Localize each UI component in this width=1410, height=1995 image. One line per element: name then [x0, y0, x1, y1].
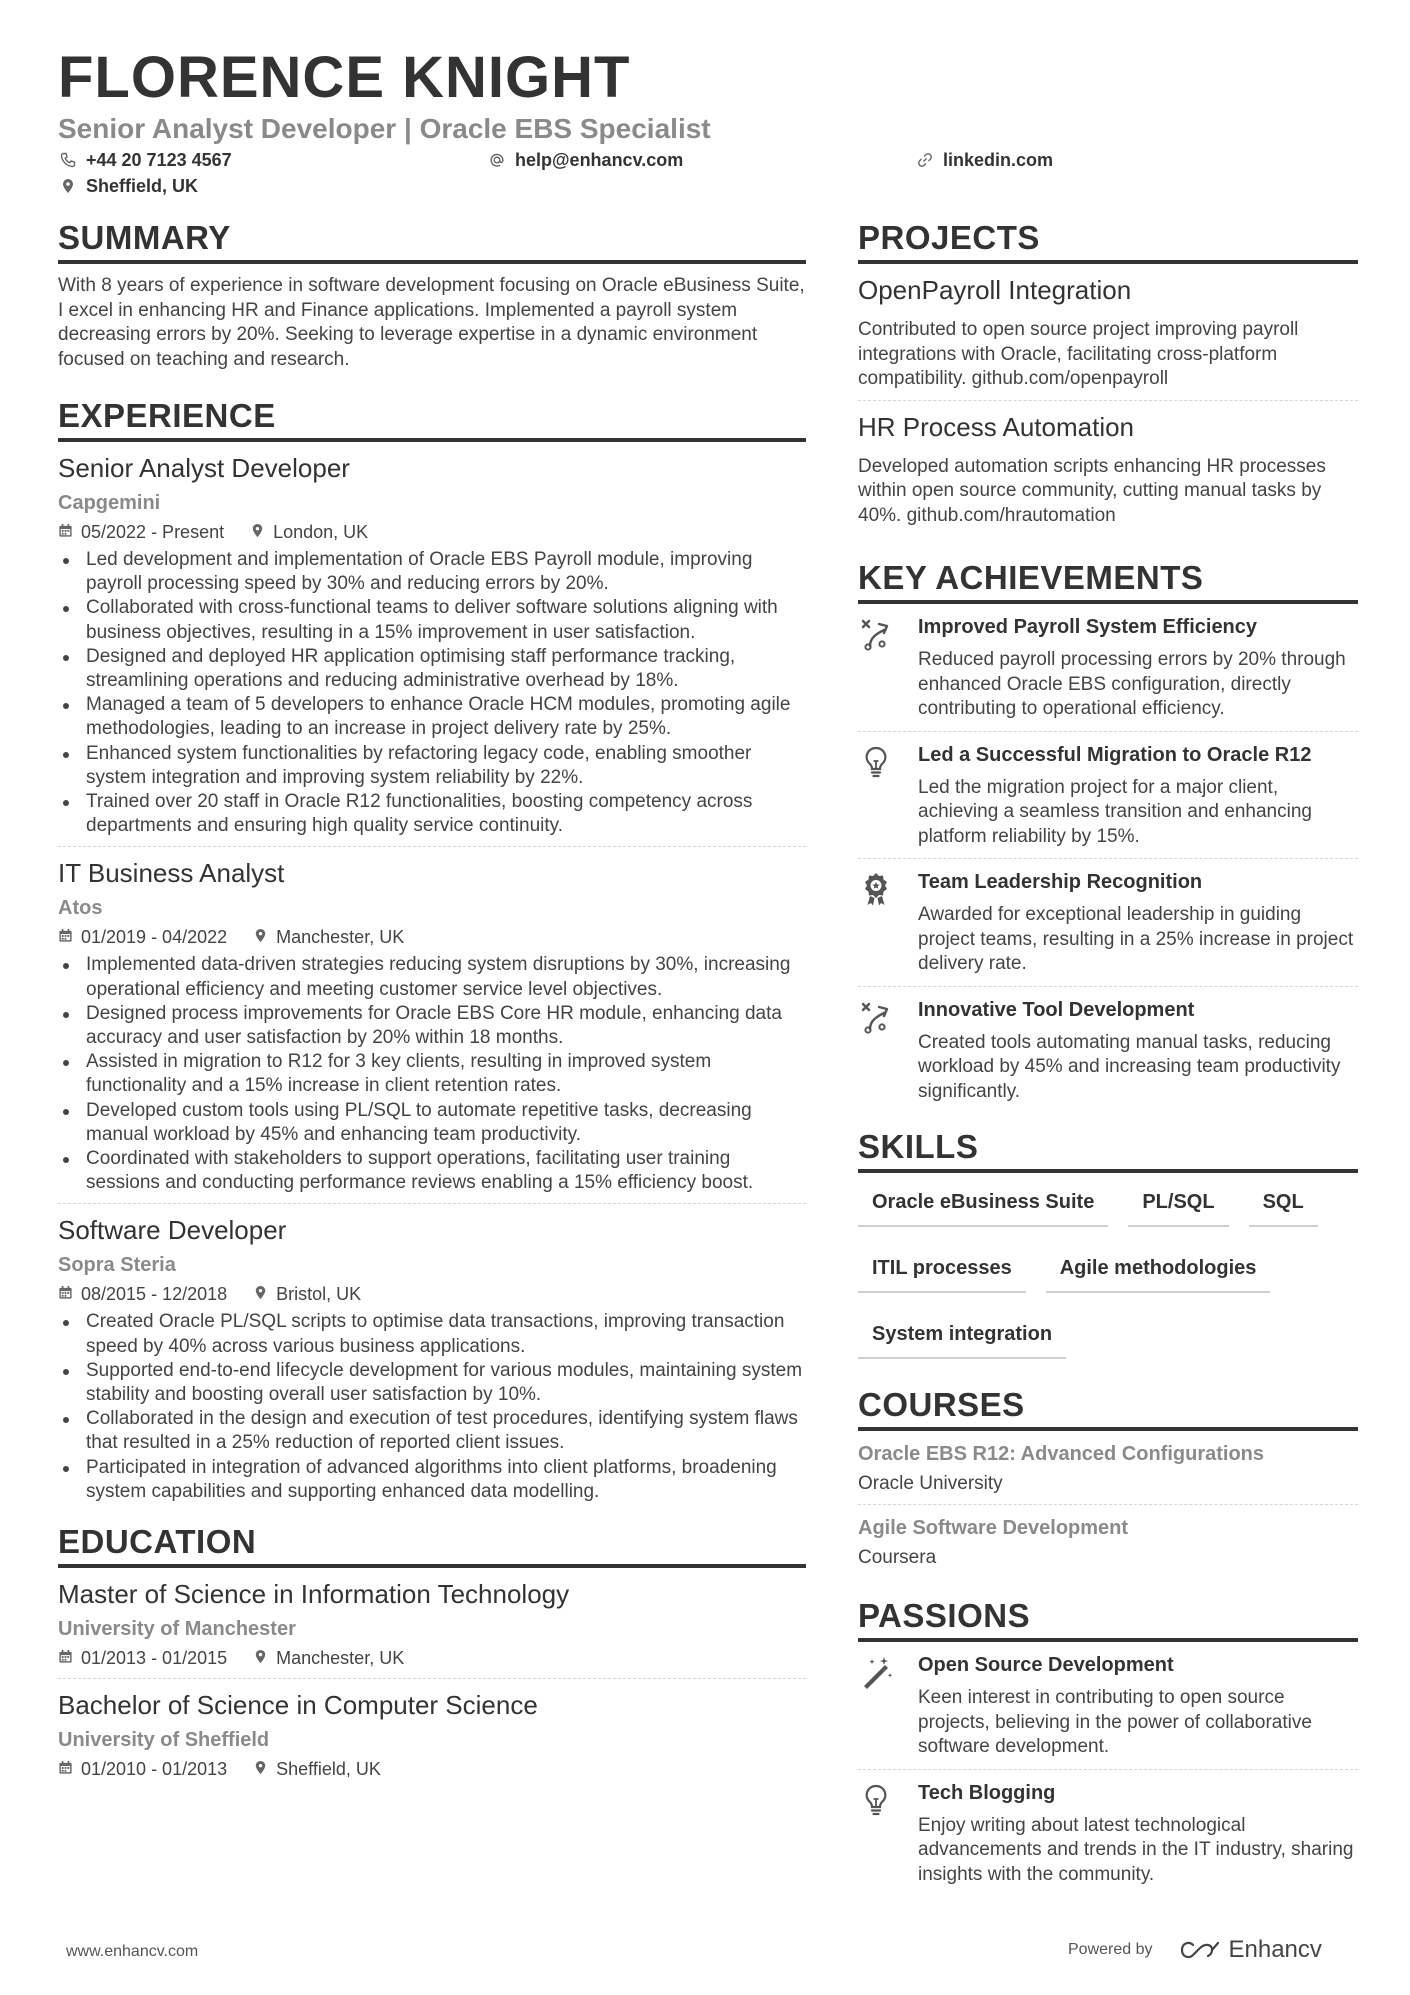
- date-range: [58, 1646, 227, 1670]
- achievement-description: Led the migration project for a major client, achieving a seamless transition and enhancing platform reliability by 15%.: [918, 776, 1312, 847]
- calendar-icon: [58, 520, 73, 544]
- calendar-icon: [58, 1285, 73, 1300]
- left-column: [58, 218, 806, 1799]
- lightbulb-icon: [858, 744, 894, 780]
- phone-icon: [60, 152, 76, 168]
- calendar-icon: [58, 1649, 73, 1664]
- calendar-icon: [58, 928, 73, 943]
- job-meta: [58, 925, 806, 949]
- course-title: Agile Software Development: [858, 1517, 1129, 1539]
- courses-title: COURSES: [858, 1385, 1358, 1431]
- achievements-section: [858, 558, 1358, 1113]
- phone-text: +44 20 7123 4567: [86, 150, 232, 170]
- passion-body: [918, 1652, 1358, 1760]
- date-range: [58, 520, 224, 544]
- linkedin-text: linkedin.com: [943, 150, 1054, 170]
- achievement-body: [918, 614, 1358, 722]
- job-meta: [58, 1282, 806, 1306]
- job-location: [253, 1757, 381, 1781]
- contact-location: [60, 175, 198, 197]
- strategy-icon: [858, 997, 918, 1105]
- location-text: Manchester, UK: [276, 1648, 405, 1669]
- project-entry: [858, 274, 1358, 401]
- job-bullets: [58, 548, 806, 838]
- school-name: University of Manchester: [58, 1618, 296, 1641]
- summary-text: With 8 years of experience in software development focusing on Oracle eBusiness Suite, I excel in enhancing HR and Finance applications. Implemented a payroll system decreasing errors by 20%. Seeking to leverage expertise in a dynamic environment focused on teaching and research.: [58, 275, 805, 370]
- bullet-item: Designed and deployed HR application optimising staff performance tracking, streamlining operations and reducing administrative overhead by 18%.: [58, 645, 806, 693]
- job-entry: [58, 452, 806, 847]
- achievement-body: [918, 742, 1358, 850]
- bullet-item: Collaborated in the design and execution of test procedures, identifying system flaws that resulted in a 25% reduction of reported client issues.: [58, 1407, 806, 1455]
- education-meta: [58, 1646, 806, 1670]
- brand-name: Enhancv: [1228, 1936, 1322, 1963]
- skill-tag: PL/SQL: [1128, 1183, 1228, 1227]
- company-name: Capgemini: [58, 492, 161, 514]
- experience-section: [58, 396, 806, 1512]
- education-section: [58, 1522, 806, 1789]
- achievement-entry: [858, 869, 1358, 987]
- achievement-entry: [858, 997, 1358, 1114]
- bullet-item: Developed custom tools using PL/SQL to automate repetitive tasks, decreasing manual workload by 45% and enhancing team productivity.: [58, 1099, 806, 1147]
- skill-list: [858, 1183, 1358, 1381]
- bullet-item: Designed process improvements for Oracle EBS Core HR module, enhancing data accuracy and user satisfaction by 20% within 18 months.: [58, 1002, 806, 1050]
- strategy-icon: [858, 999, 894, 1035]
- lightbulb-icon: [858, 742, 918, 850]
- job-title: IT Business Analyst: [58, 858, 285, 889]
- location-text: Sheffield, UK: [276, 1759, 381, 1780]
- achievement-title: Team Leadership Recognition: [918, 871, 1203, 893]
- achievement-title: Innovative Tool Development: [918, 998, 1195, 1021]
- location-pin-icon: [253, 1649, 268, 1664]
- bullet-item: Coordinated with stakeholders to support operations, facilitating user training sessions and conducting performance reviews enabling a 15% efficiency boost.: [58, 1147, 806, 1195]
- education-entry: [58, 1578, 806, 1679]
- candidate-headline: Senior Analyst Developer | Oracle EBS Specialist: [58, 113, 711, 144]
- date-text: 08/2015 - 12/2018: [81, 1284, 228, 1305]
- footer-branding: [1068, 1936, 1322, 1964]
- location-pin-icon: [250, 520, 265, 544]
- job-meta: [58, 520, 806, 544]
- degree-title: Master of Science in Information Technology: [58, 1579, 570, 1610]
- company-name: Atos: [58, 897, 103, 920]
- location-pin-icon: [253, 1646, 268, 1670]
- passion-entry: [858, 1652, 1358, 1770]
- job-bullets: [58, 1310, 806, 1504]
- passion-description: Keen interest in contributing to open source projects, believing in the power of collaborative software development.: [918, 1687, 1312, 1757]
- location-pin-icon: [253, 1757, 268, 1781]
- courses-section: [858, 1385, 1358, 1578]
- skill-tag: Agile methodologies: [1046, 1249, 1271, 1293]
- achievement-title: Led a Successful Migration to Oracle R12: [918, 743, 1312, 766]
- email-text: help@enhancv.com: [515, 150, 684, 170]
- contact-linkedin[interactable]: [917, 149, 1053, 171]
- bullet-item: Implemented data-driven strategies reducing system disruptions by 30%, increasing operational efficiency and meeting customer service level objectives.: [58, 953, 806, 1001]
- project-list: [858, 274, 1358, 536]
- bullet-item: Trained over 20 staff in Oracle R12 functionalities, boosting competency across departments and ensuring high quality service continuity.: [58, 790, 806, 838]
- education-list: [58, 1578, 806, 1789]
- job-bullets: [58, 953, 806, 1195]
- date-range: [58, 1757, 227, 1781]
- contact-phone: [60, 149, 232, 171]
- enhancv-logo-icon: [1179, 1939, 1221, 1961]
- date-text: 01/2019 - 04/2022: [81, 927, 228, 948]
- date-text: 01/2013 - 01/2015: [81, 1648, 228, 1669]
- achievements-title: KEY ACHIEVEMENTS: [858, 558, 1358, 604]
- job-title: Software Developer: [58, 1215, 287, 1246]
- lightbulb-icon: [858, 1782, 894, 1818]
- bullet-item: Created Oracle PL/SQL scripts to optimise data transactions, improving transaction speed by 40% across various business applications.: [58, 1310, 806, 1358]
- achievement-body: [918, 997, 1358, 1105]
- skill-tag: System integration: [858, 1315, 1066, 1359]
- job-entry: [58, 1214, 806, 1512]
- achievement-body: [918, 869, 1358, 977]
- education-entry: [58, 1689, 806, 1789]
- lightbulb-icon: [858, 1780, 918, 1888]
- brand-logo[interactable]: [1179, 1936, 1322, 1964]
- magic-wand-icon: [858, 1654, 894, 1690]
- passion-title: Tech Blogging: [918, 1781, 1056, 1804]
- course-list: [858, 1441, 1358, 1578]
- contact-email[interactable]: [489, 149, 683, 171]
- right-column: [858, 218, 1358, 1906]
- projects-section: [858, 218, 1358, 536]
- location-pin-icon: [253, 1285, 268, 1300]
- skills-title: SKILLS: [858, 1127, 1358, 1173]
- education-title: EDUCATION: [58, 1522, 806, 1568]
- skill-tag: SQL: [1249, 1183, 1318, 1227]
- footer-website[interactable]: www.enhancv.com: [66, 1943, 199, 1960]
- skills-section: [858, 1127, 1358, 1381]
- skill-tag: Oracle eBusiness Suite: [858, 1183, 1108, 1227]
- location-pin-icon: [60, 178, 76, 194]
- strategy-icon: [858, 614, 918, 722]
- education-meta: [58, 1757, 806, 1781]
- location-text: Sheffield, UK: [86, 176, 199, 196]
- strategy-icon: [858, 616, 894, 652]
- date-range: [58, 1282, 227, 1306]
- job-entry: [58, 857, 806, 1204]
- passion-entry: [858, 1780, 1358, 1897]
- job-list: [58, 452, 806, 1512]
- achievement-entry: [858, 742, 1358, 860]
- bullet-item: Participated in integration of advanced algorithms into client platforms, broadening system capabilities and supporting enhanced data modelling.: [58, 1456, 806, 1504]
- project-description: Developed automation scripts enhancing HR processes within open source community, cutting manual tasks by 40%. github.com/hrautomation: [858, 455, 1326, 526]
- passion-body: [918, 1780, 1358, 1888]
- achievement-description: Created tools automating manual tasks, reducing workload by 45% and increasing team productivity significantly.: [918, 1031, 1341, 1102]
- achievement-list: [858, 614, 1358, 1113]
- course-entry: [858, 1441, 1358, 1505]
- link-icon: [917, 152, 933, 168]
- bullet-item: Assisted in migration to R12 for 3 key clients, resulting in improved system functionality and a 15% increase in client retention rates.: [58, 1050, 806, 1098]
- degree-title: Bachelor of Science in Computer Science: [58, 1690, 538, 1721]
- project-description: Contributed to open source project improving payroll integrations with Oracle, facilitating cross-platform compatibility. github.com/openpayroll: [858, 319, 1299, 389]
- summary-title: SUMMARY: [58, 218, 806, 264]
- summary-section: [58, 218, 806, 372]
- project-title: HR Process Automation: [858, 411, 1135, 442]
- calendar-icon: [58, 1760, 73, 1775]
- date-text: 05/2022 - Present: [81, 522, 225, 542]
- location-pin-icon: [253, 1760, 268, 1775]
- skill-tag: ITIL processes: [858, 1249, 1026, 1293]
- award-icon: [858, 869, 918, 977]
- magic-wand-icon: [858, 1652, 918, 1760]
- job-location: [253, 1282, 361, 1306]
- job-location: [250, 520, 368, 544]
- calendar-icon: [58, 925, 73, 949]
- bullet-item: Collaborated with cross-functional teams to deliver software solutions aligning with business objectives, resulting in a 15% improvement in user satisfaction.: [58, 596, 806, 644]
- passion-list: [858, 1652, 1358, 1896]
- school-name: University of Sheffield: [58, 1729, 270, 1752]
- award-icon: [858, 871, 894, 907]
- passions-title: PASSIONS: [858, 1596, 1358, 1642]
- achievement-title: Improved Payroll System Efficiency: [918, 616, 1258, 638]
- achievement-entry: [858, 614, 1358, 732]
- passions-section: [858, 1596, 1358, 1896]
- projects-title: PROJECTS: [858, 218, 1358, 264]
- achievement-description: Reduced payroll processing errors by 20% through enhanced Oracle EBS configuration, directly contributing to operational efficiency.: [918, 649, 1346, 719]
- bullet-item: Enhanced system functionalities by refactoring legacy code, enabling smoother system integration and improving system reliability by 22%.: [58, 742, 806, 790]
- achievement-description: Awarded for exceptional leadership in guiding project teams, resulting in a 25% increase in project delivery rate.: [918, 904, 1354, 974]
- job-title: Senior Analyst Developer: [58, 453, 350, 483]
- course-entry: [858, 1515, 1358, 1578]
- location-pin-icon: [250, 523, 265, 538]
- course-provider: Coursera: [858, 1547, 937, 1568]
- location-pin-icon: [253, 1282, 268, 1306]
- date-range: [58, 925, 227, 949]
- job-location: [253, 925, 404, 949]
- location-text: Bristol, UK: [276, 1284, 362, 1305]
- project-title: OpenPayroll Integration: [858, 275, 1132, 305]
- bullet-item: Led development and implementation of Oracle EBS Payroll module, improving payroll processing speed by 30% and reducing errors by 20%.: [58, 548, 806, 596]
- job-location: [253, 1646, 404, 1670]
- location-text: London, UK: [273, 522, 369, 542]
- location-pin-icon: [253, 925, 268, 949]
- project-entry: [858, 411, 1358, 537]
- at-sign-icon: [489, 152, 505, 168]
- candidate-name: FLORENCE KNIGHT: [58, 45, 631, 110]
- passion-description: Enjoy writing about latest technological advancements and trends in the IT industry, sharing insights with the community.: [918, 1814, 1354, 1885]
- calendar-icon: [58, 523, 73, 538]
- passion-title: Open Source Development: [918, 1654, 1174, 1676]
- bullet-item: Managed a team of 5 developers to enhance Oracle HCM modules, promoting agile methodologies, leading to an increase in project delivery rate by 25%.: [58, 693, 806, 741]
- calendar-icon: [58, 1646, 73, 1670]
- bullet-item: Supported end-to-end lifecycle development for various modules, maintaining system stability and boosting overall user satisfaction by 10%.: [58, 1359, 806, 1407]
- date-text: 01/2010 - 01/2013: [81, 1759, 228, 1780]
- powered-by-text: Powered by: [1068, 1941, 1153, 1958]
- course-provider: Oracle University: [858, 1473, 1003, 1494]
- location-text: Manchester, UK: [276, 927, 405, 948]
- experience-title: EXPERIENCE: [58, 396, 806, 442]
- calendar-icon: [58, 1282, 73, 1306]
- company-name: Sopra Steria: [58, 1254, 176, 1277]
- location-pin-icon: [253, 928, 268, 943]
- course-title: Oracle EBS R12: Advanced Configurations: [858, 1443, 1265, 1465]
- calendar-icon: [58, 1757, 73, 1781]
